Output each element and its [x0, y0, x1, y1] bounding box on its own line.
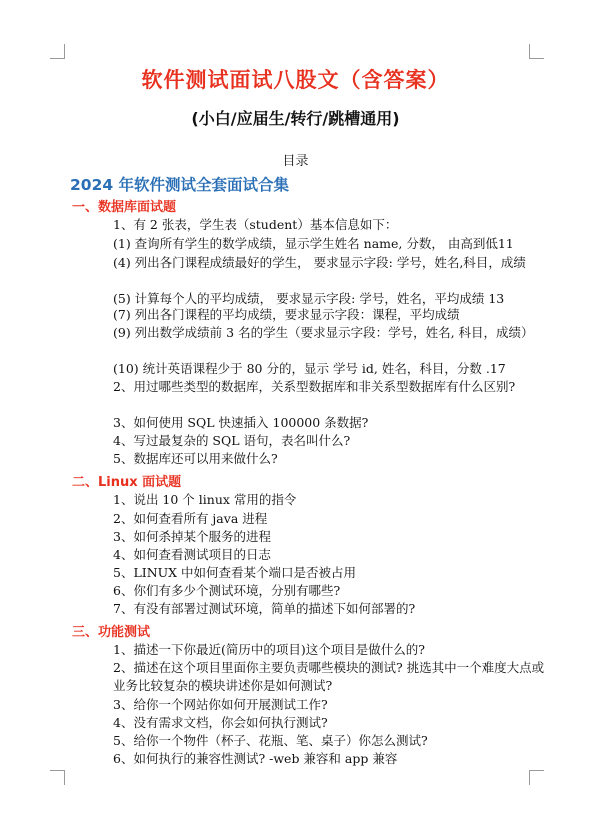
list-item[interactable]: (9) 列出数学成绩前 3 名的学生（要求显示字段：学号，姓名, 科目，成绩） — [113, 325, 534, 340]
list-item[interactable]: 6、如何执行的兼容性测试? -web 兼容和 app 兼容 — [113, 751, 398, 766]
list-item[interactable]: (10) 统计英语课程少于 80 分的，显示 学号 id, 姓名，科目，分数 .17 — [113, 361, 506, 376]
section-heading-linux[interactable]: 二、Linux 面试题 — [72, 475, 182, 490]
list-item[interactable]: 2、描述在这个项目里面你主要负责哪些模块的测试? 挑选其中一个难度大点或业务比较复杂的模块讲述你是如何测试? — [113, 660, 545, 693]
list-item[interactable]: (4) 列出各门课程成绩最好的学生， 要求显示字段: 学号，姓名,科目，成绩 — [113, 255, 526, 270]
list-item[interactable]: 5、数据库还可以用来做什么? — [113, 451, 278, 466]
list-item[interactable]: (7) 列出各门课程的平均成绩，要求显示字段：课程，平均成绩 — [113, 307, 460, 322]
list-item[interactable]: 3、如何杀掉某个服务的进程 — [113, 529, 271, 544]
document-title: 软件测试面试八股文（含答案） — [141, 68, 450, 92]
list-item[interactable]: (1) 查询所有学生的数学成绩，显示学生姓名 name, 分数， 由高到低11 — [113, 236, 514, 251]
list-item[interactable]: 3、给你一个网站你如何开展测试工作? — [113, 697, 328, 712]
section-heading-functional[interactable]: 三、功能测试 — [72, 625, 151, 640]
list-item[interactable]: 4、如何查看测试项目的日志 — [113, 547, 271, 562]
list-item[interactable]: 1、说出 10 个 linux 常用的指令 — [113, 492, 297, 507]
list-item[interactable]: 6、你们有多少个测试环境，分别有哪些? — [113, 583, 341, 598]
crop-mark-top-right — [529, 44, 544, 59]
list-item[interactable]: 5、LINUX 中如何查看某个端口是否被占用 — [113, 565, 357, 580]
section-heading-database[interactable]: 一、数据库面试题 — [72, 200, 177, 215]
list-item[interactable]: (5) 计算每个人的平均成绩， 要求显示字段: 学号，姓名，平均成绩 13 — [113, 291, 505, 306]
crop-mark-bottom-left — [50, 770, 65, 785]
list-item[interactable]: 3、如何使用 SQL 快速插入 100000 条数据? — [113, 415, 369, 430]
list-item[interactable]: 2、如何查看所有 java 进程 — [113, 511, 268, 526]
collection-heading[interactable]: 2024 年软件测试全套面试合集 — [70, 176, 290, 194]
list-item[interactable]: 1、有 2 张表，学生表（student）基本信息如下： — [113, 217, 398, 232]
crop-mark-top-left — [50, 44, 65, 59]
document-subtitle: (小白/应届生/转行/跳槽通用) — [191, 109, 400, 128]
list-item[interactable]: 4、没有需求文档，你会如何执行测试? — [113, 715, 328, 730]
list-item[interactable]: 7、有没有部署过测试环境，简单的描述下如何部署的? — [113, 601, 416, 616]
toc-label[interactable]: 目录 — [282, 154, 309, 169]
list-item[interactable]: 5、给你一个物件（杯子、花瓶、笔、桌子）你怎么测试? — [113, 733, 428, 748]
list-item[interactable]: 2、用过哪些类型的数据库，关系型数据库和非关系型数据库有什么区别? — [113, 379, 516, 394]
list-item[interactable]: 1、描述一下你最近(简历中的项目)这个项目是做什么的? — [113, 642, 425, 657]
crop-mark-bottom-right — [529, 770, 544, 785]
list-item[interactable]: 4、写过最复杂的 SQL 语句，表名叫什么? — [113, 433, 351, 448]
